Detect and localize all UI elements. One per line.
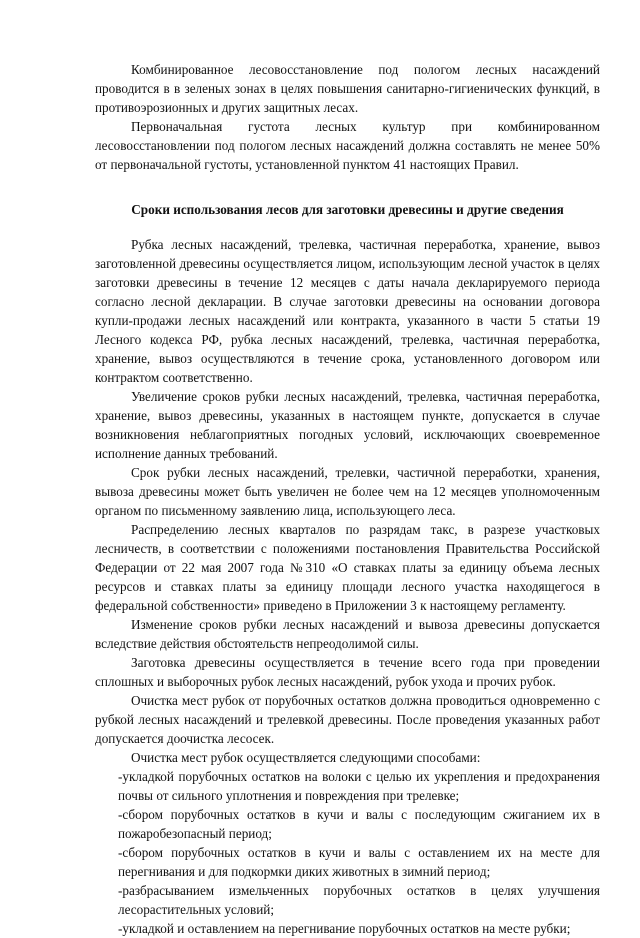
paragraph: Распределению лесных кварталов по разрядам такс, в разрезе участковых лесничеств, в соответствии с положениями постановления Правительства Российской Федерации от 22 мая 2007 года №310 «О ставках платы за единицу объема лесных ресурсов и ставках платы за единицу площади лесного участка находящегося в федеральной собственности» приведено в Приложении 3 к настоящему регламенту. [95, 522, 600, 613]
paragraph: Комбинированное лесовосстановление под пологом лесных насаждений проводится в в зеленых зонах в целях повышения санитарно-гигиенических функций, в противоэрозионных и других защитных лесах. [95, 62, 600, 115]
paragraph: Первоначальная густота лесных культур при комбинированном лесовосстановлении под пологом лесных насаждений должна составлять не менее 50% от первоначальной густоты, установленной пунктом 41 настоящих Правил. [95, 119, 600, 172]
paragraph: Рубка лесных насаждений, трелевка, частичная переработка, хранение, вывоз заготовленной древесины осуществляется лицом, использующим лесной участок в целях заготовки древесины в течение 12 месяцев с даты начала декларируемого периода согласно лесной декларации. В случае заготовки древесины на основании договора купли-продажи лесных насаждений или контракта, указанного в части 5 статьи 19 Лесного кодекса РФ, рубка лесных насаждений, трелевка, частичная переработка, хранение, вывоз осуществляются в течение срока, установленного договором или контрактом соответственно. [95, 237, 600, 385]
paragraph: Срок рубки лесных насаждений, трелевки, частичной переработки, хранения, вывоза древесины может быть увеличен не более чем на 12 месяцев уполномоченным органом по письменному заявлению лица, использующего леса. [95, 465, 600, 518]
page-content [95, 60, 600, 938]
list-item: -сбором порубочных остатков в кучи и валы с последующим сжиганием их в пожаробезопасный период; [118, 807, 600, 841]
paragraph: Увеличение сроков рубки лесных насаждений, трелевка, частичная переработка, хранение, вывоз древесины, указанных в настоящем пункте, допускается в случае возникновения неблагоприятных погодных условий, исключающих своевременное исполнение данных требований. [95, 389, 600, 461]
cleanup-methods-list [95, 767, 600, 938]
list-item: -сбором порубочных остатков в кучи и валы с оставлением их на месте для перегнивания и для подкормки диких животных в зимний период; [118, 845, 600, 879]
list-item: -укладкой порубочных остатков на волоки с целью их укрепления и предохранения почвы от сильного уплотнения и повреждения при трелевке; [118, 769, 600, 803]
list-item: -разбрасыванием измельченных порубочных остатков в целях улучшения лесорастительных условий; [118, 883, 600, 917]
paragraph: Изменение сроков рубки лесных насаждений и вывоза древесины допускается вследствие действия обстоятельств непреодолимой силы. [95, 617, 600, 651]
paragraph: Очистка мест рубок осуществляется следующими способами: [131, 750, 481, 765]
paragraph: Очистка мест рубок от порубочных остатков должна проводиться одновременно с рубкой лесных насаждений и трелевкой древесины. После проведения указанных работ допускается доочистка лесосек. [95, 693, 600, 746]
list-item: -укладкой и оставлением на перегнивание порубочных остатков на месте рубки; [118, 921, 571, 936]
section-heading: Сроки использования лесов для заготовки древесины и другие сведения [131, 202, 564, 217]
paragraph: Заготовка древесины осуществляется в течение всего года при проведении сплошных и выборочных рубок лесных насаждений, рубок ухода и прочих рубок. [95, 655, 600, 689]
